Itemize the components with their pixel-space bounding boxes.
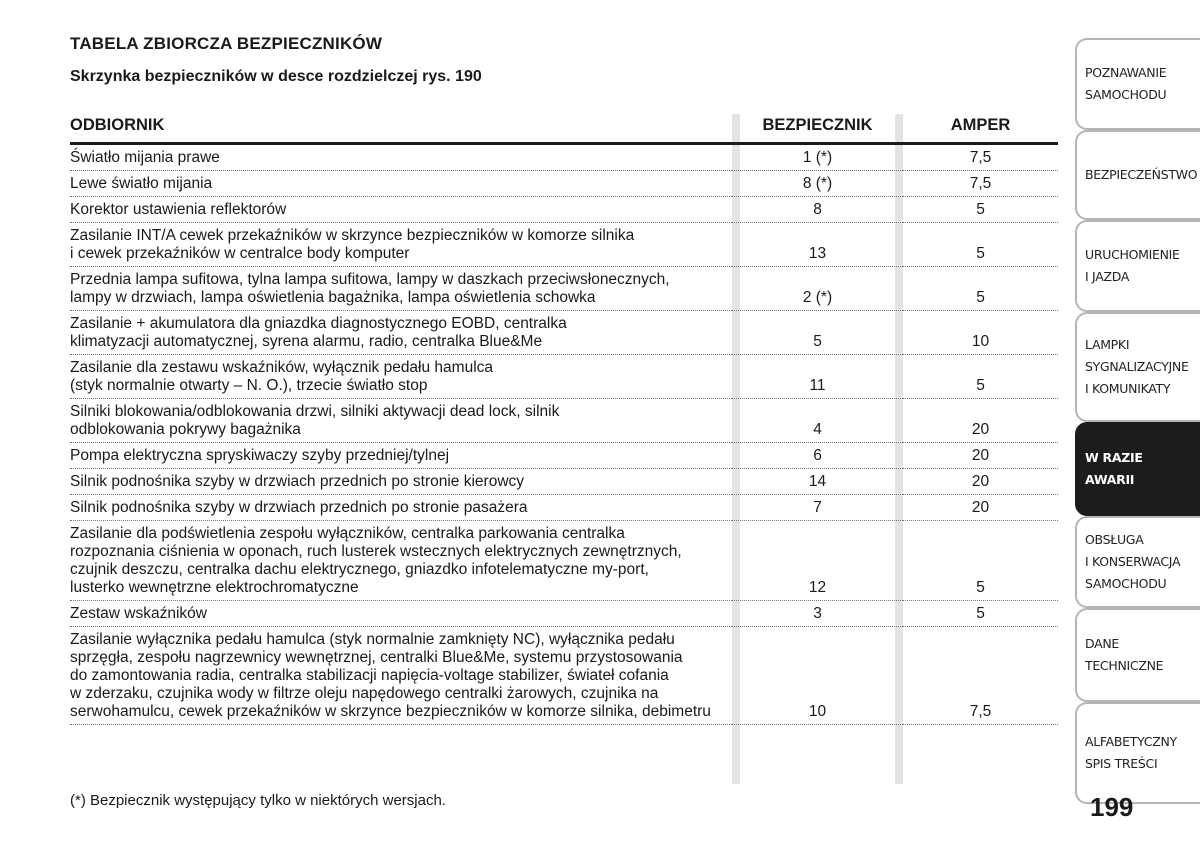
- page-title: TABELA ZBIORCZA BEZPIECZNIKÓW: [70, 34, 383, 53]
- table-row: [70, 311, 1058, 355]
- fuse-consumer-cell: Zasilanie + akumulatora dla gniazdka diagnostycznego EOBD, centralka klimatyzacji automatycznej, syrena alarmu, radio, centralka Blue&Me: [70, 311, 732, 355]
- fuse-consumer-cell: Lewe światło mijania: [70, 171, 732, 197]
- table-row: [70, 355, 1058, 399]
- fuse-amperage-cell: 20: [903, 495, 1058, 521]
- table-row: [70, 495, 1058, 521]
- nav-tab-8[interactable]: ALFABETYCZNY SPIS TREŚCI: [1075, 702, 1200, 804]
- table-row: [70, 197, 1058, 223]
- fuse-amperage-cell: 7,5: [903, 171, 1058, 197]
- fuse-number-cell: 1 (*): [732, 144, 903, 171]
- fuse-consumer-cell: Pompa elektryczna spryskiwaczy szyby przedniej/tylnej: [70, 443, 732, 469]
- fuse-consumer-cell: Zasilanie dla podświetlenia zespołu wyłączników, centralka parkowania centralka rozpoznania ciśnienia w oponach, ruch lusterek wstecznych elektrycznych zewnętrznych, czujnik deszczu, centralka dachu elektrycznego, gniazdko infotelematyczne my-port, lusterko wewnętrzne elektrochromatyczne: [70, 521, 732, 601]
- table-row: [70, 144, 1058, 171]
- fuse-amperage-cell: 5: [903, 601, 1058, 627]
- nav-tab-5[interactable]: W RAZIE AWARII: [1075, 422, 1200, 516]
- nav-tab-2[interactable]: BEZPIECZEŃSTWO: [1075, 130, 1200, 220]
- table-row: [70, 601, 1058, 627]
- fuse-number-cell: 2 (*): [732, 267, 903, 311]
- fuse-amperage-cell: 20: [903, 443, 1058, 469]
- fuse-amperage-cell: 5: [903, 197, 1058, 223]
- nav-tab-3[interactable]: URUCHOMIENIE I JAZDA: [1075, 220, 1200, 312]
- fuse-amperage-cell: 7,5: [903, 627, 1058, 725]
- table-row: [70, 627, 1058, 725]
- table-row: [70, 521, 1058, 601]
- fuse-number-cell: 10: [732, 627, 903, 725]
- column-header-odbiornik: ODBIORNIK: [70, 108, 732, 144]
- fuse-amperage-cell: 5: [903, 521, 1058, 601]
- fuse-consumer-cell: Silniki blokowania/odblokowania drzwi, silniki aktywacji dead lock, silnik odblokowania pokrywy bagażnika: [70, 399, 732, 443]
- section-navigation: [1075, 38, 1200, 804]
- fuse-number-cell: 14: [732, 469, 903, 495]
- table-row: [70, 469, 1058, 495]
- fuse-consumer-cell: Korektor ustawienia reflektorów: [70, 197, 732, 223]
- fuse-consumer-cell: Silnik podnośnika szyby w drzwiach przednich po stronie kierowcy: [70, 469, 732, 495]
- column-header-amper: AMPER: [903, 108, 1058, 144]
- fuse-number-cell: 3: [732, 601, 903, 627]
- table-row: [70, 399, 1058, 443]
- page-subtitle: Skrzynka bezpieczników w desce rozdzielczej rys. 190: [70, 68, 482, 85]
- fuse-consumer-cell: Zasilanie wyłącznika pedału hamulca (styk normalnie zamknięty NC), wyłącznika pedału sprzęgła, zespołu nagrzewnicy wewnętrznej, centralki Blue&Me, systemu przystosowania do zamontowania radia, centralka stabilizacji napięcia-voltage stabilizer, świateł cofania w zderzaku, czujnika wody w filtrze oleju napędowego centralki żarowych, czujnika na serwohamulcu, cewek przekaźników w skrzynce bezpieczników w komorze silnika, debimetru: [70, 627, 732, 725]
- page-number: 199: [1090, 792, 1134, 822]
- footnote: (*) Bezpiecznik występujący tylko w niektórych wersjach.: [70, 792, 446, 809]
- fuse-table: [70, 108, 1058, 725]
- fuse-number-cell: 8: [732, 197, 903, 223]
- fuse-amperage-cell: 5: [903, 355, 1058, 399]
- fuse-number-cell: 11: [732, 355, 903, 399]
- fuse-number-cell: 4: [732, 399, 903, 443]
- fuse-number-cell: 12: [732, 521, 903, 601]
- nav-tab-4[interactable]: LAMPKI SYGNALIZACYJNE I KOMUNIKATY: [1075, 312, 1200, 422]
- fuse-amperage-cell: 7,5: [903, 144, 1058, 171]
- fuse-number-cell: 8 (*): [732, 171, 903, 197]
- fuse-amperage-cell: 20: [903, 399, 1058, 443]
- fuse-consumer-cell: Zasilanie dla zestawu wskaźników, wyłącznik pedału hamulca (styk normalnie otwarty – N. O.), trzecie światło stop: [70, 355, 732, 399]
- table-row: [70, 267, 1058, 311]
- nav-tab-7[interactable]: DANE TECHNICZNE: [1075, 608, 1200, 702]
- fuse-number-cell: 7: [732, 495, 903, 521]
- table-row: [70, 223, 1058, 267]
- fuse-amperage-cell: 20: [903, 469, 1058, 495]
- fuse-consumer-cell: Przednia lampa sufitowa, tylna lampa sufitowa, lampy w daszkach przeciwsłonecznych, lampy w drzwiach, lampa oświetlenia bagażnika, lampa oświetlenia schowka: [70, 267, 732, 311]
- fuse-consumer-cell: Silnik podnośnika szyby w drzwiach przednich po stronie pasażera: [70, 495, 732, 521]
- fuse-consumer-cell: Światło mijania prawe: [70, 144, 732, 171]
- table-header-row: [70, 108, 1058, 144]
- fuse-amperage-cell: 10: [903, 311, 1058, 355]
- fuse-consumer-cell: Zasilanie INT/A cewek przekaźników w skrzynce bezpieczników w komorze silnika i cewek przekaźników w centralce body komputer: [70, 223, 732, 267]
- fuse-amperage-cell: 5: [903, 223, 1058, 267]
- column-header-bezpiecznik: BEZPIECZNIK: [732, 108, 903, 144]
- nav-tab-6[interactable]: OBSŁUGA I KONSERWACJA SAMOCHODU: [1075, 516, 1200, 608]
- nav-tab-1[interactable]: POZNAWANIE SAMOCHODU: [1075, 38, 1200, 130]
- fuse-number-cell: 5: [732, 311, 903, 355]
- fuse-amperage-cell: 5: [903, 267, 1058, 311]
- table-row: [70, 171, 1058, 197]
- fuse-consumer-cell: Zestaw wskaźników: [70, 601, 732, 627]
- fuse-number-cell: 6: [732, 443, 903, 469]
- table-row: [70, 443, 1058, 469]
- fuse-number-cell: 13: [732, 223, 903, 267]
